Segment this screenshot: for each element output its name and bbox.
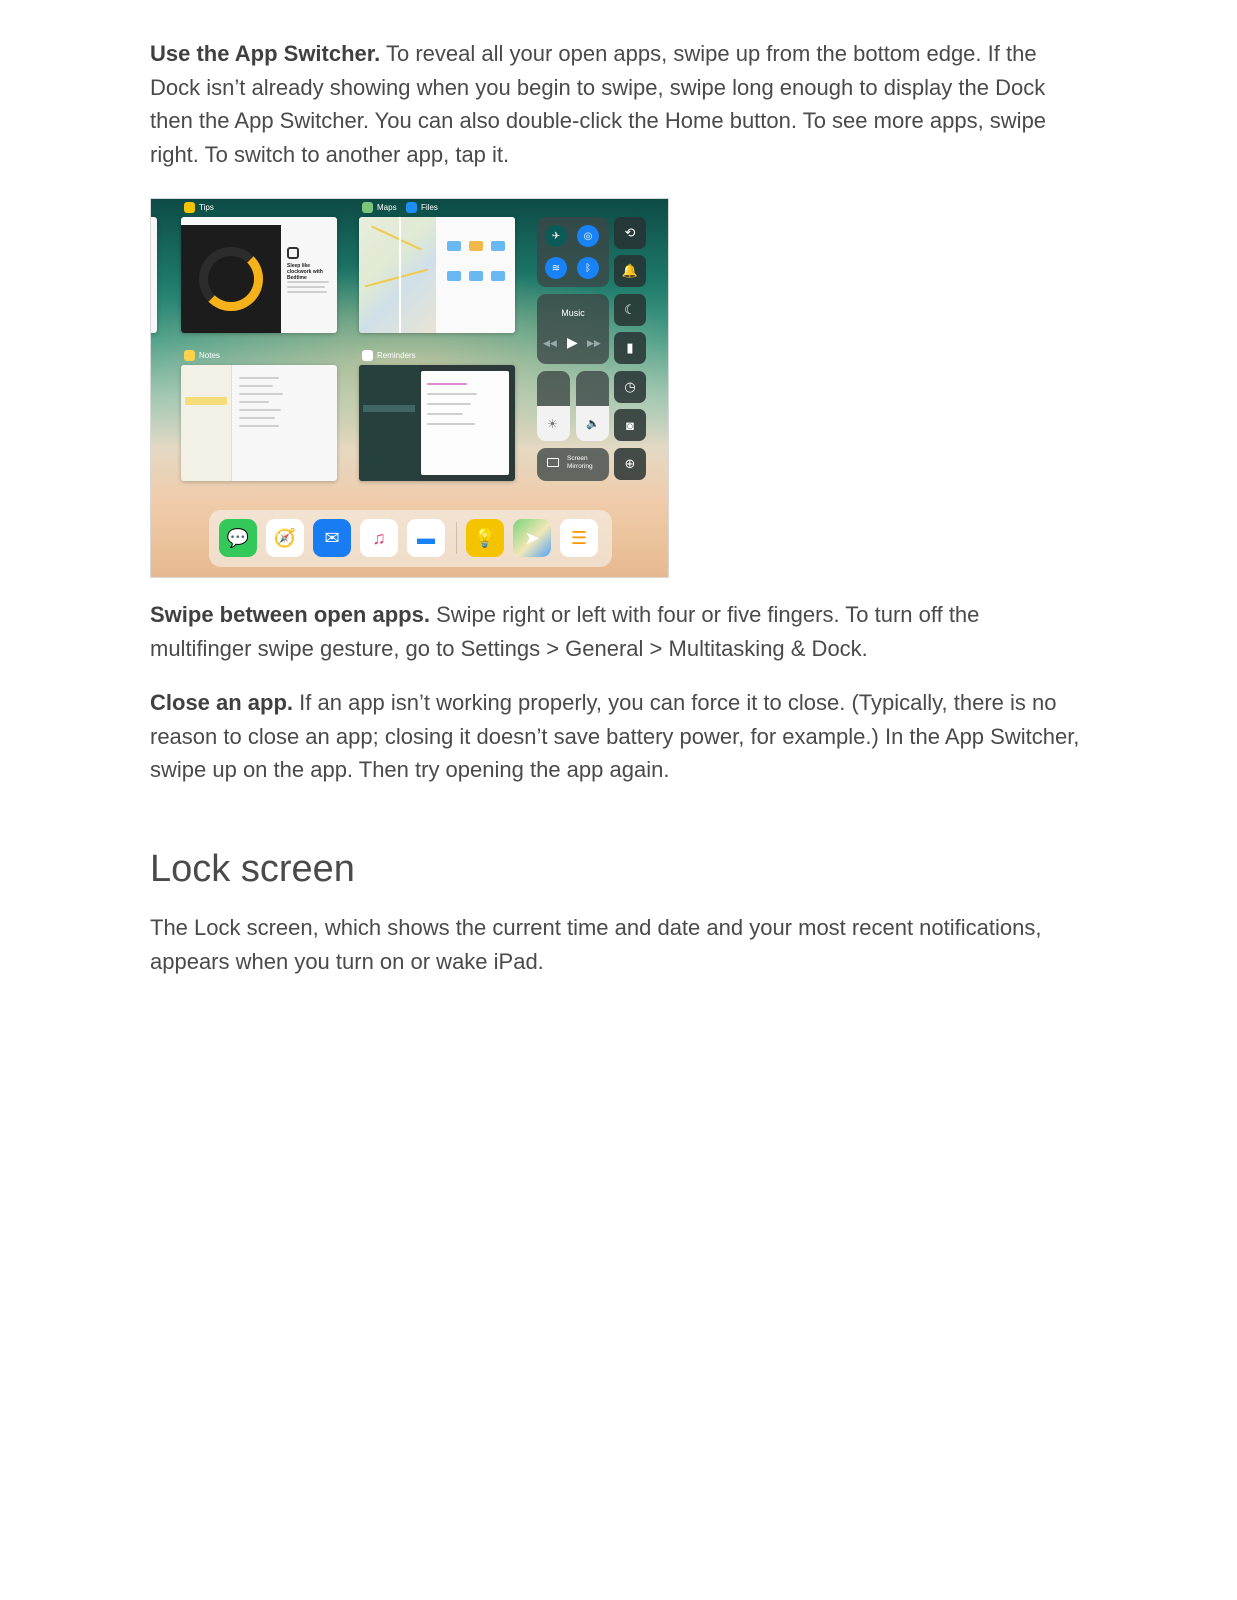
brightness-slider[interactable] [537, 371, 570, 441]
close-app-lead: Close an app. [150, 690, 294, 715]
notes-label [184, 350, 220, 361]
text-line [239, 409, 281, 411]
map-road [365, 269, 428, 288]
clock-icon [287, 247, 299, 259]
reminders-sidebar [359, 365, 419, 481]
messages-icon[interactable]: 💬 [219, 519, 257, 557]
files-view [437, 217, 515, 333]
app-switcher-illustration [150, 198, 669, 578]
music-icon[interactable]: ♫ [360, 519, 398, 557]
tips-card-title: Sleep like clockwork with Bedtime [287, 263, 323, 281]
maps-label [362, 202, 397, 213]
notes-app-card[interactable] [181, 365, 337, 481]
files-mini-icon [406, 202, 417, 213]
timer-icon[interactable]: ◷ [614, 371, 646, 403]
folder-icon [447, 241, 461, 251]
map-road [399, 217, 401, 333]
text-line [287, 286, 325, 288]
swipe-between-apps-paragraph [150, 598, 1080, 665]
camera-icon[interactable]: ◙ [614, 409, 646, 441]
swipe-between-apps-lead: Swipe between open apps. [150, 602, 430, 627]
screen-mirroring-button[interactable] [537, 448, 609, 481]
notes-label-text: Notes [199, 351, 220, 360]
safari-icon[interactable]: 🧭 [266, 519, 304, 557]
rotation-lock-icon[interactable]: ⟲ [614, 217, 646, 249]
rewind-icon[interactable]: ◀◀ [543, 338, 557, 348]
folder-icon [469, 241, 483, 251]
dock-divider [456, 522, 457, 554]
reminders-mini-icon [362, 350, 373, 361]
maps-icon[interactable]: ➤ [513, 519, 551, 557]
screen-mirroring-icon [547, 458, 559, 467]
swipe-between-apps-text: Swipe right or left with four or five fingers. To turn off the multifinger swipe gesture, go to Settings > General > Multitasking & Dock. [150, 602, 980, 661]
text-line [239, 417, 275, 419]
notes-mini-icon [184, 350, 195, 361]
bedtime-dial-panel [181, 225, 281, 333]
reminders-list [421, 371, 509, 475]
notes-sidebar [181, 365, 232, 481]
files-icon[interactable]: ▬ [407, 519, 445, 557]
screen-mirroring-label [567, 455, 593, 471]
folder-icon [491, 271, 505, 281]
do-not-disturb-icon[interactable]: ☾ [614, 294, 646, 326]
music-label: Music [561, 308, 585, 318]
app-switcher-lead: Use the App Switcher. [150, 41, 381, 66]
selected-list [363, 405, 415, 412]
connectivity-module [537, 217, 609, 287]
airdrop-icon[interactable]: ◎ [577, 225, 599, 247]
text-line [239, 401, 269, 403]
app-switcher-text: To reveal all your open apps, swipe up from the bottom edge. If the Dock isn’t already showing when you begin to swipe, swipe long enough to display the Dock then the App Switcher. You can also double-click the Home button. To see more apps, swipe right. To switch to another app, tap it. [150, 41, 1047, 167]
reminders-icon[interactable]: ☰ [560, 519, 598, 557]
bell-icon[interactable]: 🔔 [614, 255, 646, 287]
tips-icon[interactable]: 💡 [466, 519, 504, 557]
flashlight-icon[interactable]: ▮ [614, 332, 646, 364]
maps-mini-icon [362, 202, 373, 213]
app-switcher-paragraph [150, 37, 1080, 171]
fast-forward-icon[interactable]: ▶▶ [587, 338, 601, 348]
reminders-label-text: Reminders [377, 351, 416, 360]
speaker-icon: 🔈 [586, 418, 600, 430]
close-app-paragraph [150, 686, 1080, 787]
close-app-text: If an app isn’t working properly, you can force it to close. (Typically, there is no reason to close an app; closing it doesn’t save battery power, for example.) In the App Switcher, swipe up on the app. Then try opening the app again. [150, 690, 1080, 782]
text-line [239, 385, 273, 387]
dock [209, 510, 612, 567]
brightness-icon: ☀ [547, 417, 558, 431]
map-road [371, 225, 422, 250]
screen-mirroring-line2: Mirroring [567, 463, 593, 470]
wifi-icon[interactable]: ≋ [545, 257, 567, 279]
reminders-label [362, 350, 416, 361]
text-line [427, 413, 463, 415]
text-line [239, 425, 279, 427]
lock-screen-paragraph: The Lock screen, which shows the current time and date and your most recent notifications, appears when you turn on or wake iPad. [150, 915, 1042, 974]
text-line [427, 393, 477, 395]
folder-icon [447, 271, 461, 281]
bluetooth-icon[interactable]: ᛒ [577, 257, 599, 279]
files-label [406, 202, 438, 213]
text-line [427, 423, 475, 425]
airplane-mode-icon[interactable]: ✈ [545, 225, 567, 247]
tips-mini-icon [184, 202, 195, 213]
bedtime-dial [199, 247, 263, 311]
folder-icon [491, 241, 505, 251]
maps-label-text: Maps [377, 203, 397, 212]
magnifier-icon[interactable]: ⊕ [614, 448, 646, 480]
reminders-app-card[interactable] [359, 365, 515, 481]
text-line [427, 383, 467, 385]
tips-app-card[interactable] [181, 217, 337, 333]
selected-note [185, 397, 227, 405]
text-line [427, 403, 471, 405]
files-label-text: Files [421, 203, 438, 212]
play-icon[interactable]: ▶ [567, 334, 578, 350]
mail-icon[interactable]: ✉ [313, 519, 351, 557]
screen-mirroring-line1: Screen [567, 455, 588, 462]
tips-label [184, 202, 214, 213]
music-module[interactable] [537, 294, 609, 364]
text-line [287, 281, 329, 283]
lock-screen-heading: Lock screen [150, 848, 355, 890]
volume-slider[interactable] [576, 371, 609, 441]
map-view [359, 217, 436, 333]
text-line [287, 291, 327, 293]
maps-files-app-card[interactable] [359, 217, 515, 333]
tips-label-text: Tips [199, 203, 214, 212]
partial-app-card [150, 217, 157, 333]
text-line [239, 377, 279, 379]
folder-icon [469, 271, 483, 281]
text-line [239, 393, 283, 395]
